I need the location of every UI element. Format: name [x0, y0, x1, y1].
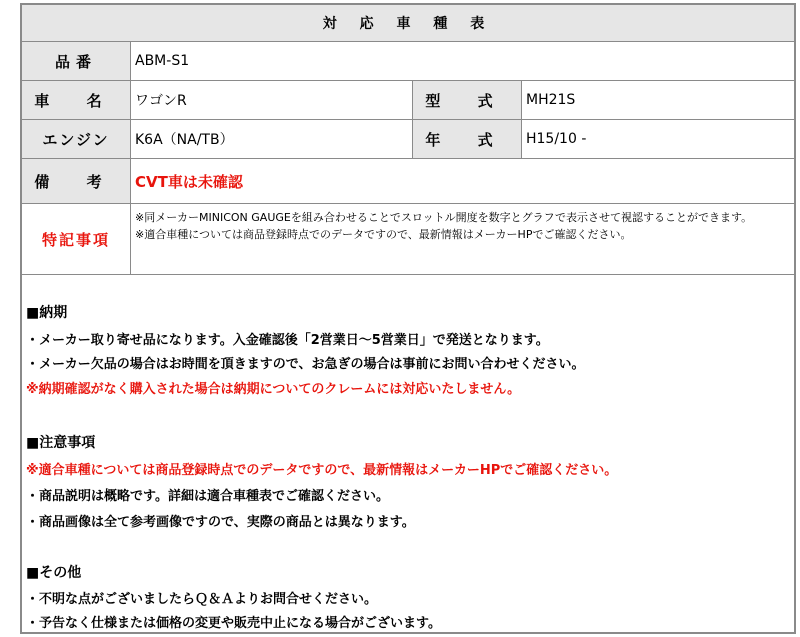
value-model: MH21S: [526, 92, 576, 108]
row-remarks: [22, 159, 794, 204]
delivery-line-2: ・メーカー欠品の場合はお時間を頂きますので、お急ぎの場合は事前にお問い合わせください。: [26, 357, 585, 372]
section-caution-title: ■注意事項: [26, 435, 96, 451]
section-other-title: ■その他: [26, 565, 82, 581]
value-year: H15/10 -: [526, 131, 587, 147]
caution-line-2: ・商品画像は全て参考画像ですので、実際の商品とは異なります。: [26, 515, 415, 530]
label-special-notes: 特記事項: [22, 204, 131, 274]
value-car-name: ワゴンR: [131, 81, 413, 119]
other-line-2: ・予告なく仕様または価格の変更や販売中止になる場合がございます。: [26, 616, 441, 631]
delivery-warning: ※納期確認がなく購入された場合は納期についてのクレームには対応いたしません。: [26, 382, 521, 397]
label-remarks: 備 考: [22, 159, 131, 203]
label-engine: エンジン: [22, 120, 131, 158]
label-year: 年 式: [413, 120, 522, 158]
label-car-name: 車 名: [22, 81, 131, 119]
row-special-notes: [22, 204, 794, 275]
special-note-2: ※適合車種については商品登録時点でのデータですので、最新情報はメーカーHPでご確認ください。: [135, 228, 632, 241]
section-delivery-title: ■納期: [26, 305, 68, 321]
other-line-1: ・不明な点がございましたらＱ＆Ａよりお問合せください。: [26, 592, 378, 607]
value-part-number: ABM-S1: [135, 53, 190, 69]
special-note-1: ※同メーカーMINICON GAUGEを組み合わせることでスロットル開度を数字とグラフで表示させて視認することができます。: [135, 211, 753, 224]
row-car-name: [22, 81, 794, 120]
compatibility-sheet: [20, 3, 796, 634]
row-part-number: [22, 42, 794, 81]
caution-warning: ※適合車種については商品登録時点でのデータですので、最新情報はメーカーHPでご確認ください。: [26, 463, 618, 478]
delivery-line-1: ・メーカー取り寄せ品になります。入金確認後「2営業日～5営業日」で発送となります。: [26, 333, 549, 348]
row-engine: [22, 120, 794, 159]
label-part-number: 品番: [22, 42, 131, 80]
label-model: 型 式: [413, 81, 522, 119]
value-remarks: CVT車は未確認: [135, 172, 243, 191]
special-notes-text: [131, 204, 796, 274]
caution-line-1: ・商品説明は概略です。詳細は適合車種表でご確認ください。: [26, 489, 389, 504]
value-engine: K6A（NA/TB）: [131, 120, 413, 158]
page-title: 対 応 車 種 表: [22, 5, 794, 42]
